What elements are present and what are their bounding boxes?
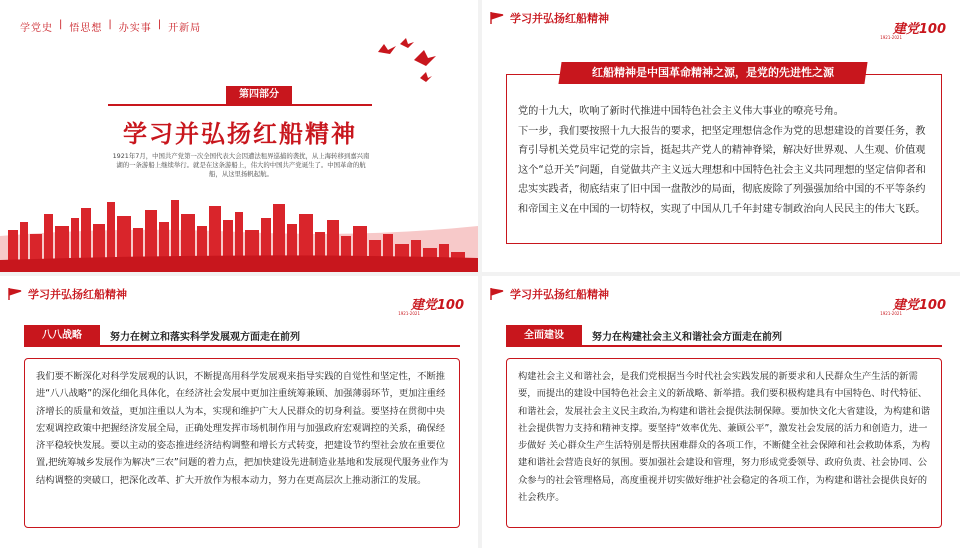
nav-separator: | [108,19,113,30]
nav-item: 悟思想 [69,23,103,34]
slide-header [8,286,127,302]
party-100-logo: 建党100 [410,298,464,313]
banner-text: 红船精神是中国革命精神之源，是党的先进性之源 [592,66,834,79]
party-100-logo: 建党100 [892,22,946,37]
section-subtitle: 努力在树立和落实科学发展观方面走在前列 [110,332,300,343]
doves-icon [370,38,440,88]
slide-red-boat-spirit [482,0,960,272]
section-banner [558,62,867,84]
nav-item: 学党史 [20,23,53,34]
nav-separator: | [157,19,163,30]
nav-item: 开新局 [168,23,202,34]
slide-harmonious-society [482,276,960,548]
flag-icon [490,288,504,300]
paragraph: 党的十九大，吹响了新时代推进中国特色社会主义伟大事业的嘹亮号角。 [518,106,844,117]
part-badge: 第四部分 [226,86,292,104]
slide-header [490,286,609,302]
top-nav [20,19,201,34]
intro-text: 1921年7月，中国共产党第一次全国代表大会因遭法租界巡捕的袭扰，从上海转移到嘉兴南湖的一条游船上继续举行。就是在这条游船上，伟大的中国共产党诞生了。中国革命的航船，从这里扬帆起航。 [112,152,370,178]
slide-header [490,10,609,26]
page-title: 学习并弘扬红船精神 [123,120,357,148]
party-100-logo: 建党100 [892,298,946,313]
paragraph: 下一步，我们要按照十九大报告的要求，把坚定理想信念作为党的思想建设的首要任务，教育引导机关党员牢记党的宗旨，挺起共产党人的精神脊梁，解决好世界观、人生观、价值观这个“总开关”问题，自觉做共产主义远大理想和中国特色社会主义共同理想的坚定信仰者和忠实实践者，彻底结束了旧中国一盘散沙的局面，彻底废除了列强强加给中国的不平等条约和帝国主义在中国的一切特权，实现了中国从几千年封建专制政治向人民民主的伟大飞跃。 [518,125,926,215]
header-title: 学习并弘扬红船精神 [510,288,609,301]
nav-separator: | [59,19,64,30]
logo-years: 1921-2021 [880,35,902,40]
title-divider [108,104,372,106]
section-tag: 八八战略 [24,325,100,347]
section-subtitle: 努力在构建社会主义和谐社会方面走在前列 [592,332,782,343]
flag-icon [8,288,22,300]
logo-years: 1921-2021 [880,311,902,316]
slide-cover [0,0,478,272]
nav-item: 办实事 [118,23,152,34]
city-skyline-icon [0,196,478,272]
body-text: 我们要不断深化对科学发展观的认识，不断提高用科学发展观来指导实践的自觉性和坚定性，不断推进“八八战略”的深化细化具体化，在经济社会发展中更加注重统筹兼顾、加强薄弱环节，更加注重经济增长的质量和效益，更加注重以人为本，实现和维护广大人民群众的切身利益。要坚持在贯彻中央宏观调控政策中把握经济发展全局，正确处理发挥市场机制作用与加强政府宏观调控的关系，确保经济平稳较快发展。要以主动的姿态推进经济结构调整和增长方式转变，把建设节约型社会放在重要位置,把统筹城乡发展作为解决“三农”问题的着力点，把加快建设先进制造业基地和发展现代服务业作为结构调整的突破口，把深化改革、扩大开放作为根本动力，努力在更高层次上推动浙江的发展。 [36,371,449,486]
flag-icon [490,12,504,24]
body-text [518,102,932,219]
header-title: 学习并弘扬红船精神 [28,288,127,301]
header-title: 学习并弘扬红船精神 [510,12,609,25]
body-text: 构建社会主义和谐社会，是我们党根据当今时代社会实践发展的新要求和人民群众生产生活的新需要，而提出的建设中国特色社会主义的新战略、新举措。我们要积极构建具有中国特色、时代特征、和谐社会，发展社会主义民主政治,为构建和谐社会提供法制保障。要加快文化大省建设，为构建和谐社会提供智力支持和精神支撑。要坚持“效率优先、兼顾公平”，激发社会发展的活力和创造力，进一步做好 关心群众生产生活特别是帮扶困难群众的各项工作，不断健全社会保障和社会救助体系，为构建和谐社会营造良好的氛围。要加强社会建设和管理，努力形成党委领导、政府负责、社会协同、公众参与的社会管理格局，高度重视并切实做好维护社会稳定的各项工作，为构建和谐社会提供良好的社会秩序。 [518,371,931,504]
logo-years: 1921-2021 [398,311,420,316]
section-tag: 全面建设 [506,325,582,347]
slide-88-strategy [0,276,478,548]
